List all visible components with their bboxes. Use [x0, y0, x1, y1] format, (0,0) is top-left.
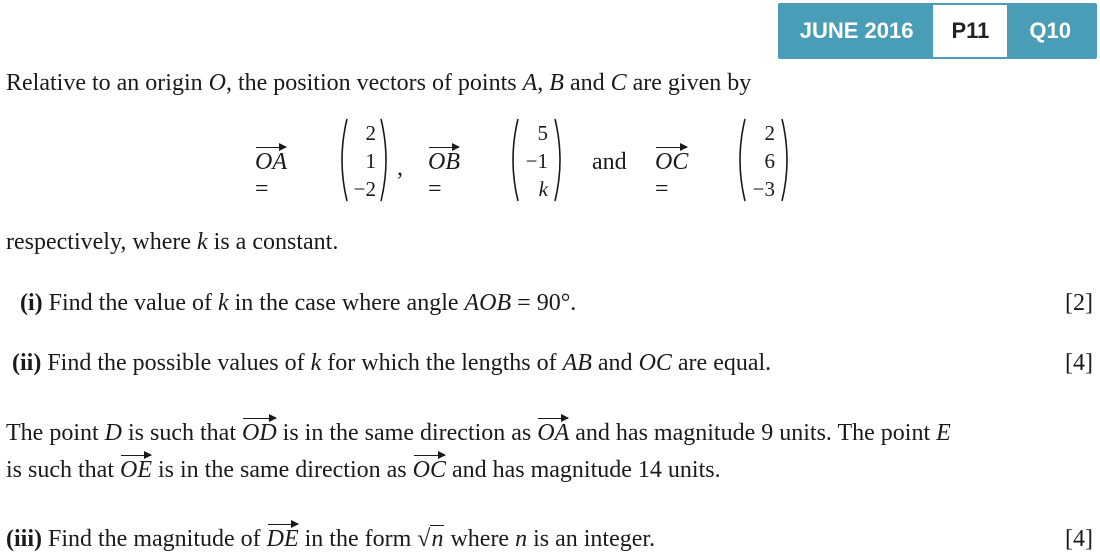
intro-part: are given by: [626, 70, 752, 96]
marks-label: [2]: [1065, 290, 1093, 316]
origin-symbol: O: [208, 70, 226, 96]
right-paren: [379, 117, 393, 203]
text-part: in the case where angle: [228, 290, 465, 316]
text-part: where: [444, 526, 516, 552]
text-part: is such that: [6, 457, 120, 483]
marks-label: [4]: [1065, 350, 1093, 376]
vector-oa-label: [255, 149, 287, 203]
question-badge: [778, 3, 1097, 59]
text-part: Find the magnitude of: [42, 526, 267, 552]
text-part: Find the possible values of: [41, 350, 311, 376]
k-symbol: k: [217, 290, 229, 316]
equals-sign: =: [255, 176, 269, 202]
vector-entry: 6: [764, 149, 775, 173]
vector-od: OD: [242, 420, 277, 446]
paragraph-line-2: [6, 457, 721, 484]
angle-aob: AOB: [464, 290, 512, 316]
right-paren: [553, 117, 567, 203]
intro-part: Relative to an origin: [6, 70, 209, 96]
respectively-text: [6, 229, 338, 256]
intro-part: ,: [537, 70, 550, 96]
text-part: The point: [6, 420, 105, 446]
text-part: are equal.: [671, 350, 772, 376]
vector-entry: 2: [365, 121, 376, 145]
vector-entry: −1: [525, 149, 548, 173]
text-part: = 90°.: [511, 290, 577, 316]
text-part: and has magnitude 9 units. The point: [569, 420, 937, 446]
text-part: is in the same direction as: [152, 457, 413, 483]
segment-oc: OC: [638, 350, 672, 376]
k-symbol: k: [310, 350, 322, 376]
marks-label: [4]: [1065, 526, 1093, 552]
question-label: Q10: [1029, 18, 1071, 43]
point-d: D: [104, 420, 122, 446]
vector-oa: OA: [537, 420, 570, 446]
separator-comma: ,: [397, 155, 403, 181]
sqrt-n: [417, 526, 444, 553]
n-symbol: n: [515, 526, 528, 552]
equals-sign: =: [428, 176, 442, 202]
text-part: is in the same direction as: [276, 420, 538, 446]
point-e: E: [936, 420, 951, 446]
text-part: for which the lengths of: [321, 350, 563, 376]
text-part: in the form: [298, 526, 418, 552]
point-b: B: [549, 70, 564, 96]
question-number: (ii): [12, 350, 42, 376]
segment-ab: AB: [562, 350, 592, 376]
text-part: is such that: [122, 420, 242, 446]
question-iii: [6, 526, 655, 553]
separator-and: and: [592, 149, 627, 175]
session-label: JUNE 2016: [799, 18, 914, 43]
vector-entry: k: [538, 177, 548, 201]
vector-entry: −2: [353, 177, 376, 201]
vector-oc-label: [655, 149, 688, 203]
paragraph-line-1: [6, 420, 951, 447]
vector-ob-name: OB: [428, 149, 460, 175]
vector-entry: −3: [752, 177, 775, 201]
vector-entry: 1: [365, 149, 376, 173]
k-symbol: k: [197, 229, 208, 255]
vector-definitions: [0, 115, 1100, 215]
point-c: C: [610, 70, 627, 96]
paper-label: P11: [933, 5, 1007, 57]
vector-ob-label: [428, 149, 460, 203]
question-i: [20, 290, 576, 317]
text-part: and has magnitude 14 units.: [445, 457, 721, 483]
sqrt-symbol: √: [417, 526, 431, 552]
intro-part: , the position vectors of points: [225, 70, 523, 96]
vector-de: DE: [266, 526, 299, 552]
vector-oc: OC: [412, 457, 446, 483]
equals-sign: =: [655, 176, 669, 202]
text-part: and: [591, 350, 639, 376]
vector-oe: OE: [120, 457, 152, 483]
vector-oc-name: OC: [655, 149, 689, 175]
intro-part: and: [563, 70, 611, 96]
point-a: A: [522, 70, 538, 96]
text-part: respectively, where: [6, 229, 198, 255]
n-symbol: n: [431, 526, 444, 552]
text-part: is an integer.: [527, 526, 656, 552]
text-part: Find the value of: [42, 290, 218, 316]
question-ii: [12, 350, 771, 377]
vector-oa-name: OA: [255, 149, 287, 175]
vector-entry: 2: [764, 121, 775, 145]
text-part: is a constant.: [207, 229, 339, 255]
question-number: (i): [20, 290, 43, 316]
intro-text: [6, 70, 751, 97]
question-number: (iii): [6, 526, 42, 552]
vector-entry: 5: [537, 121, 548, 145]
right-paren: [780, 117, 794, 203]
